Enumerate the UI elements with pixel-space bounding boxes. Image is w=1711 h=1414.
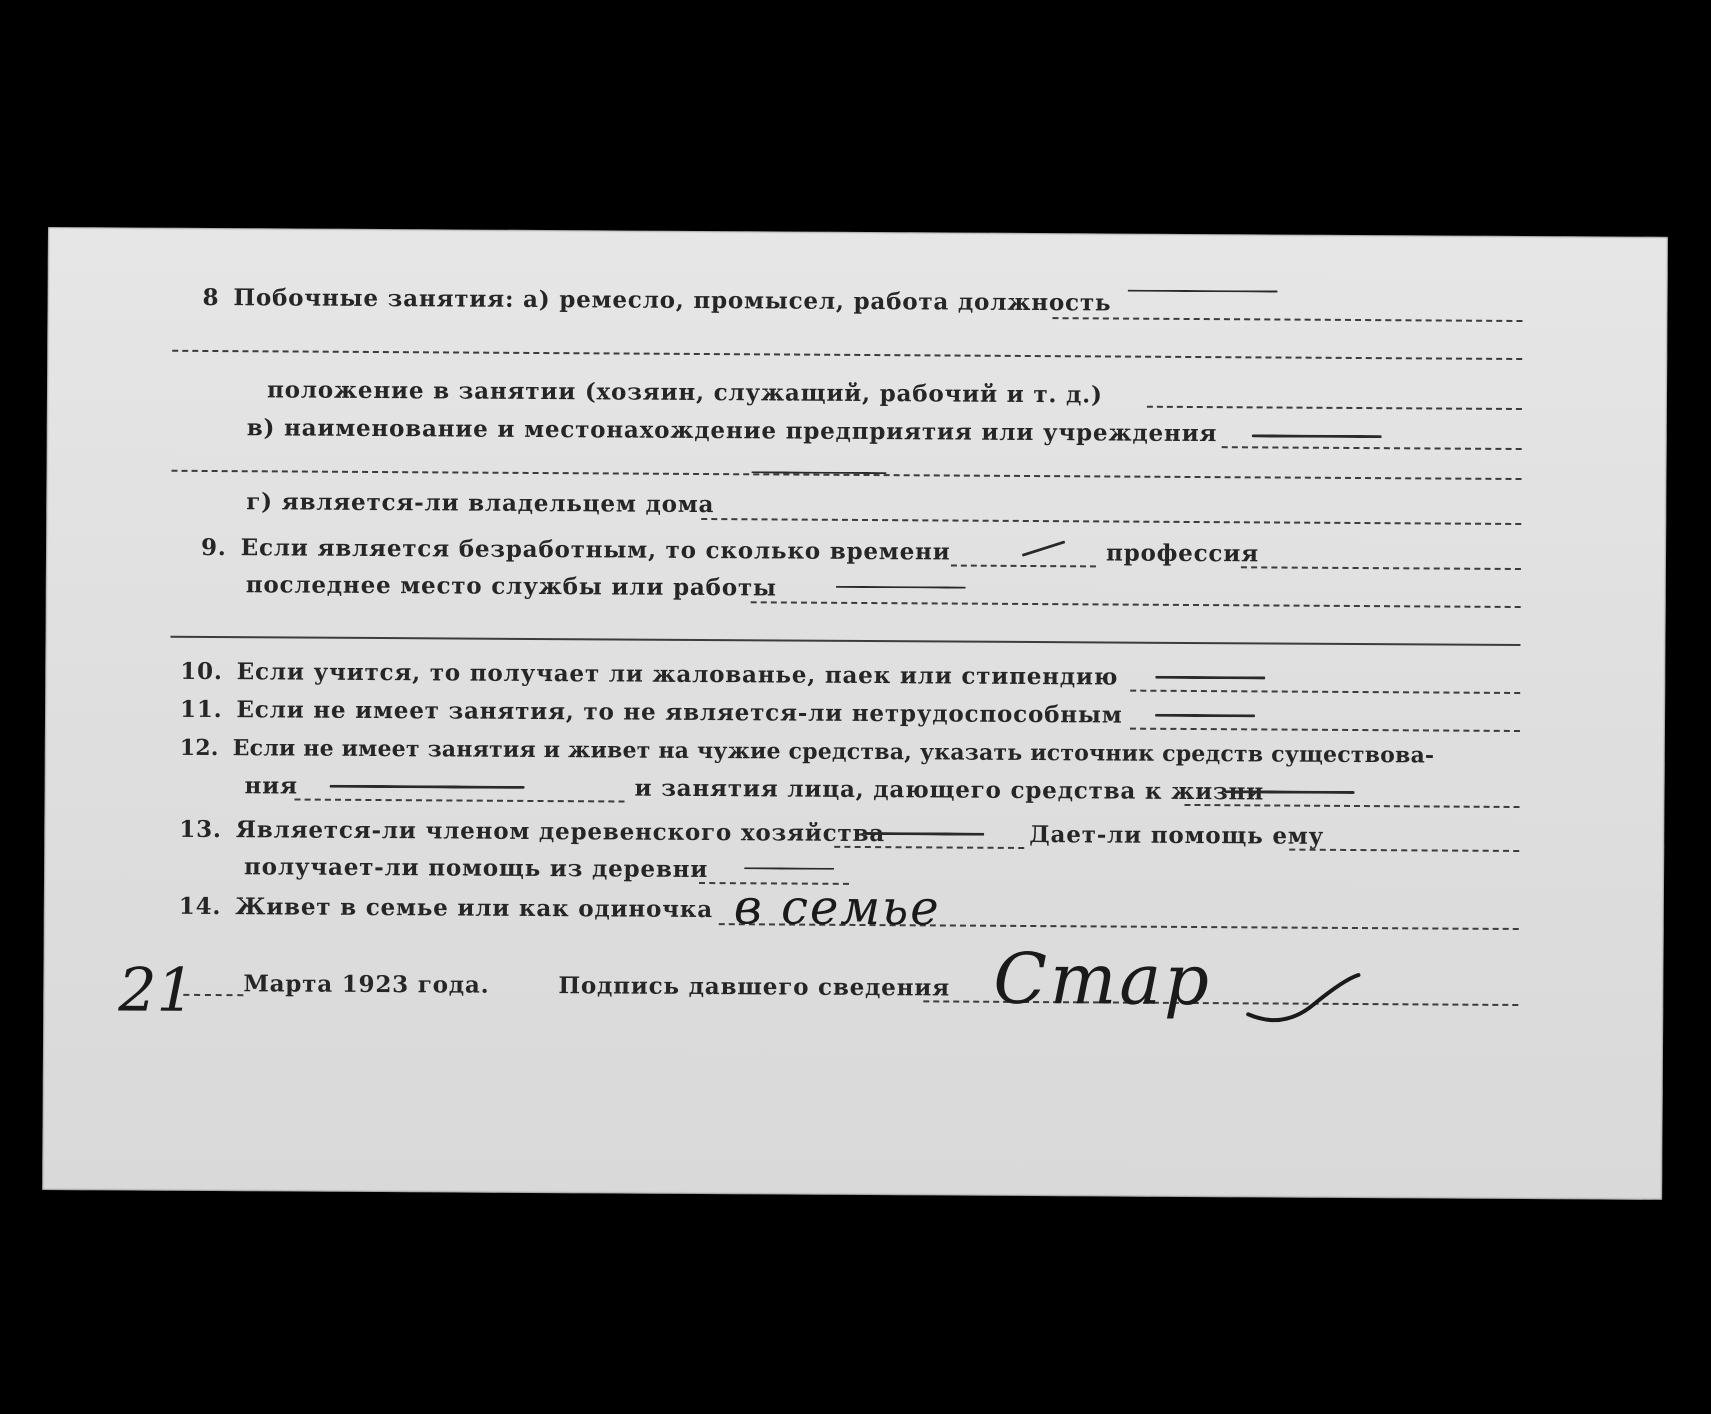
- q8v-line: [246, 414, 1218, 448]
- section-divider: [170, 636, 1520, 646]
- q8-answer-dash: [1128, 290, 1278, 293]
- q12-line2a-text: ния: [244, 772, 298, 800]
- q10-answer-line: [1130, 690, 1520, 694]
- q10-text: Если учится, то получает ли жалованье, паек или стипендию: [236, 658, 1119, 691]
- q14-text: Живет в семье или как одиночка: [235, 893, 714, 924]
- q8v-answer-line: [1222, 446, 1522, 450]
- q10-line: [180, 657, 1119, 691]
- q12-source-line: [295, 799, 625, 803]
- q13-number: 13.: [179, 815, 222, 844]
- q9-profession-text: профессия: [1105, 539, 1260, 568]
- q14-line: [178, 892, 714, 924]
- q14-handwritten-answer: в семье: [733, 879, 941, 937]
- q9-line2-text: последнее место службы или работы: [245, 571, 777, 602]
- signature-flourish: [1243, 959, 1363, 1040]
- q9-lastjob-line: [751, 601, 1521, 608]
- q8-continuation-line: [172, 350, 1522, 360]
- footer-day-line: [183, 994, 243, 996]
- q13-help-label: [1029, 823, 1324, 848]
- q12-occupation-line: [1184, 804, 1519, 808]
- q13-line: [179, 815, 886, 848]
- footer-date-text: Марта 1923 года.: [243, 970, 490, 999]
- q8-text: Побочные занятия: а) ремесло, промысел, работа должность: [233, 284, 1112, 317]
- q9-text: Если является безработным, то сколько времени: [240, 534, 951, 566]
- q12-source-dash: [330, 785, 525, 789]
- q8g-text: г) является-ли владельцем дома: [246, 488, 715, 519]
- q11-line: [179, 695, 1123, 729]
- q9-line: [200, 533, 951, 566]
- signature-label: Подпись давшего сведения: [558, 972, 951, 1002]
- q13-help-text: Дает-ли помощь ему: [1029, 821, 1325, 850]
- q12-line2b-text: и занятия лица, дающего средства к жизни: [634, 774, 1265, 806]
- q12-text: Если не имеет занятия и живет на чужие средства, указать источник средств существова-: [232, 735, 1435, 769]
- q8-number: 8: [202, 283, 220, 312]
- footer-day-handwritten: 21: [118, 955, 195, 1026]
- q13-line2-text: получает-ли помощь из деревни: [244, 853, 709, 884]
- signature-handwritten: Стар: [993, 937, 1213, 1022]
- q12-line: [179, 734, 1435, 769]
- q8v-text: в) наименование и местонахождение предприятия или учреждения: [246, 414, 1218, 448]
- q13-help-line: [1289, 849, 1519, 852]
- q11-text: Если не имеет занятия, то не является-ли нетрудоспособным: [236, 696, 1123, 729]
- q13-member-line: [834, 846, 1024, 849]
- q8b-text: положение в занятии (хозяин, служащий, рабочий и т. д.): [266, 376, 1103, 409]
- q13-line2: [244, 853, 709, 884]
- q14-number: 14.: [178, 892, 222, 921]
- q8g-line: [246, 488, 715, 519]
- q13-receive-dash: [744, 867, 834, 870]
- q9-profession-label: [1105, 539, 1260, 568]
- q12-line2: [244, 772, 298, 800]
- q9-time-dash: [1022, 540, 1066, 557]
- q8b-answer-line: [1147, 406, 1522, 410]
- q11-answer-dash: [1155, 714, 1255, 718]
- q8g-answer-line: [701, 518, 1521, 525]
- q9-time-line: [951, 565, 1096, 568]
- q13-text: Является-ли членом деревенского хозяйства: [235, 816, 886, 848]
- q9-profession-line: [1241, 566, 1521, 570]
- q8-line: [202, 283, 1112, 317]
- q10-answer-dash: [1155, 676, 1265, 680]
- q9-line2: [245, 571, 777, 602]
- q10-number: 10.: [180, 657, 223, 686]
- q12-number: 12.: [179, 734, 219, 762]
- q8v-answer-dash: [1252, 434, 1382, 438]
- questionnaire-card: [42, 227, 1668, 1200]
- q9-lastjob-dash: [836, 586, 966, 589]
- q11-number: 11.: [179, 695, 223, 724]
- q8b-line: [266, 376, 1103, 409]
- q11-answer-line: [1130, 728, 1520, 732]
- q8-answer-line: [1052, 317, 1522, 322]
- q9-number: 9.: [200, 533, 227, 562]
- q12-line2b: [634, 774, 1265, 806]
